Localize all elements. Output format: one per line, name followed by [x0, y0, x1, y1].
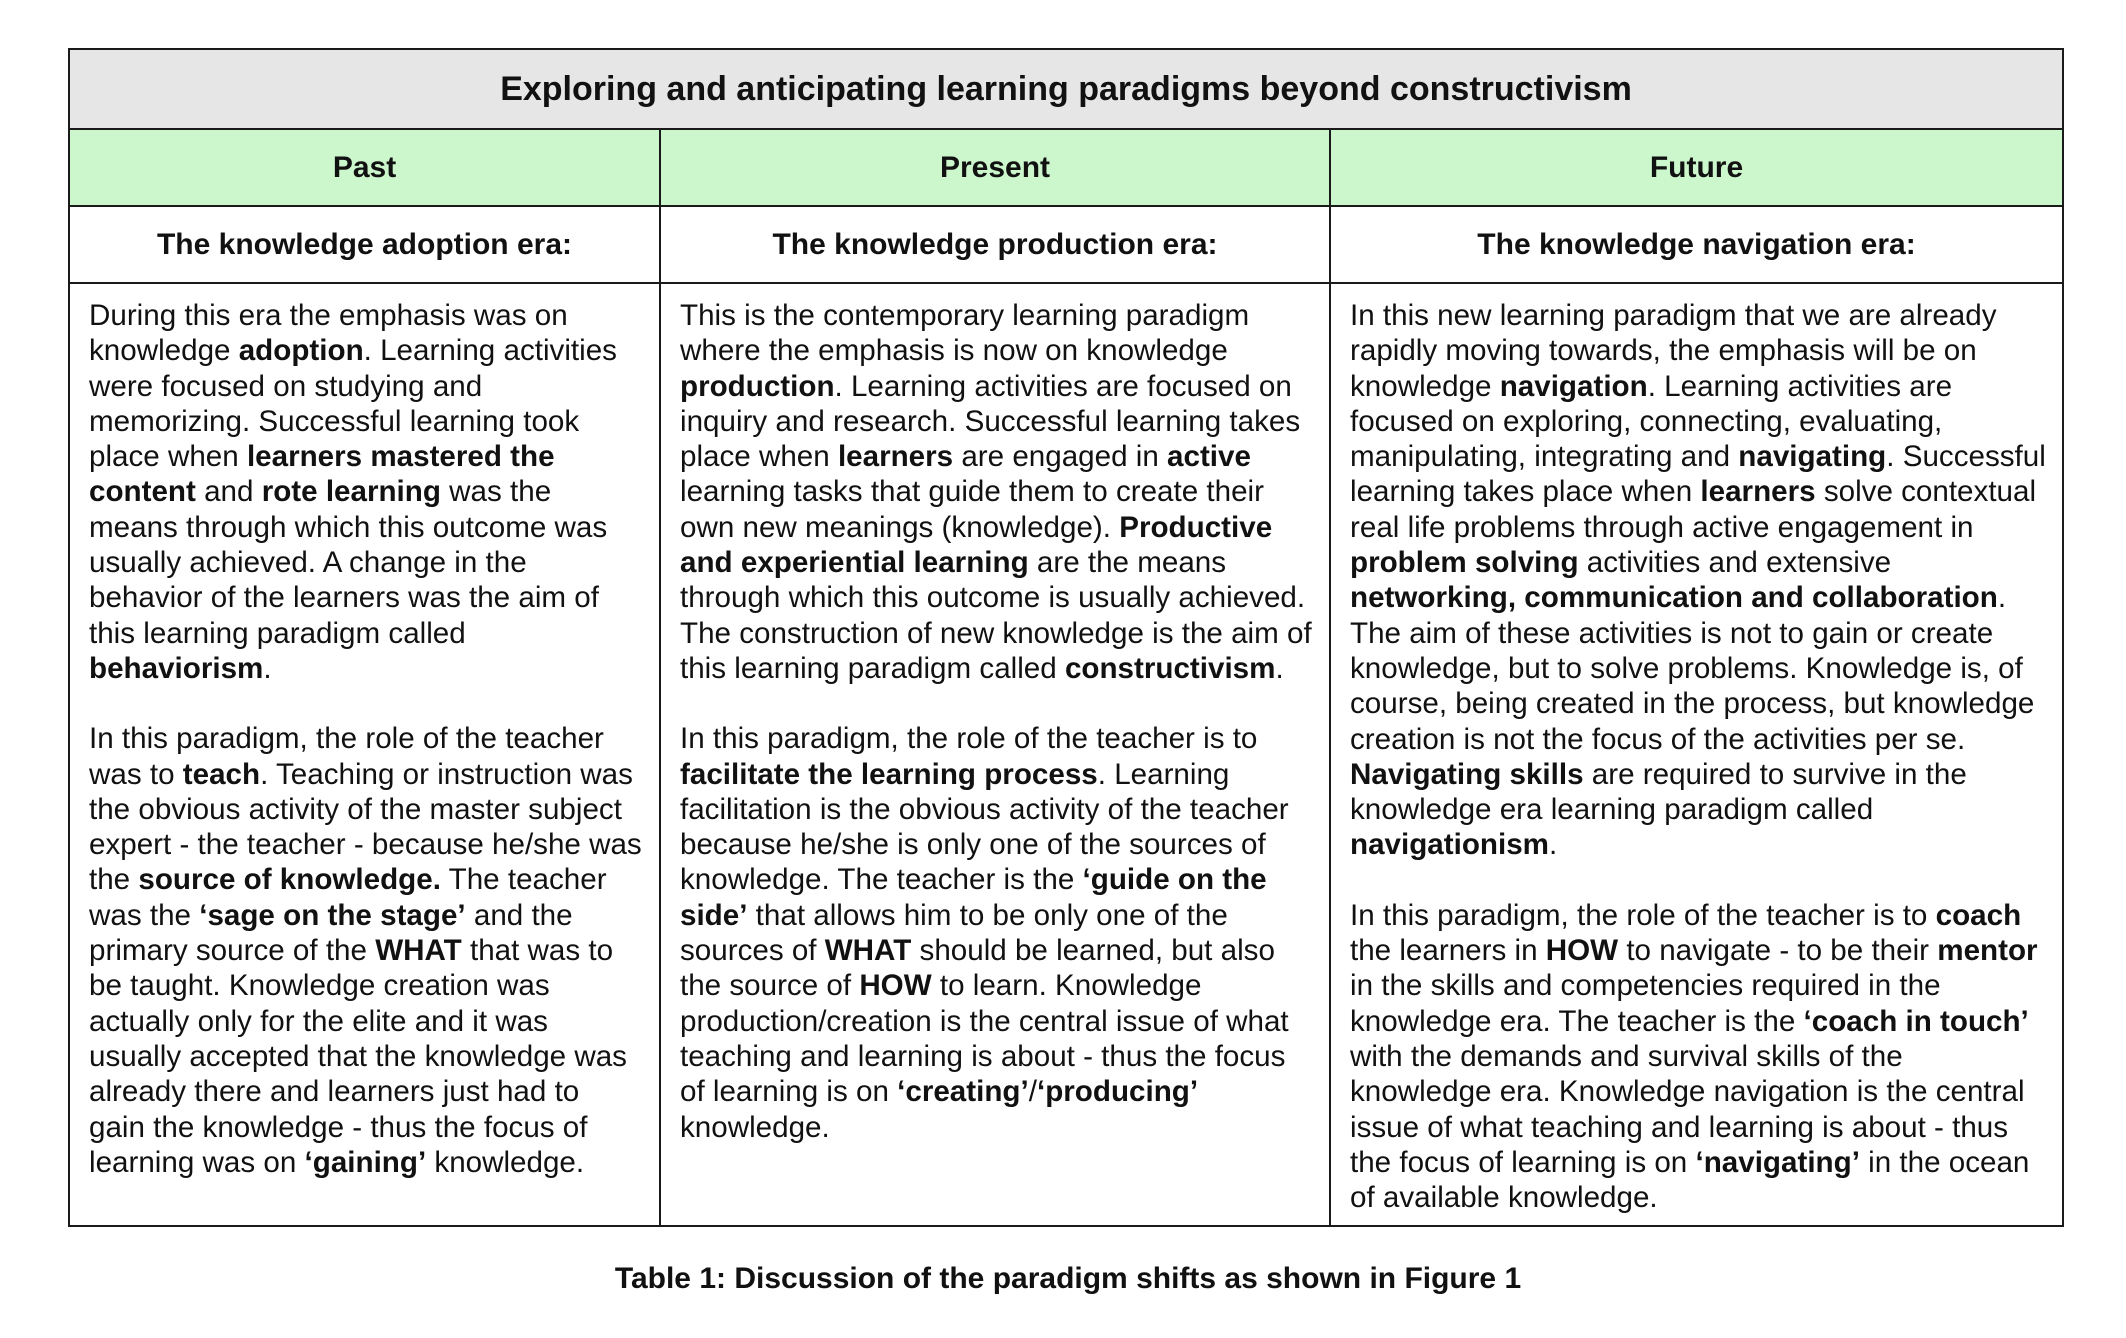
body-text: In this paradigm, the role of the teacher was to	[89, 722, 604, 791]
body-text: in the skills and competencies required in the knowledge era. The teacher is the	[1350, 969, 1941, 1038]
emphasis-text: rote learning	[261, 475, 441, 509]
body-text: .	[263, 651, 272, 685]
emphasis-text: learners mastered the content	[89, 440, 555, 509]
body-text: . Teaching or instruction was the obvious activity of the master subject expert - the teacher - because he/she was the	[89, 757, 642, 897]
body-text: and the primary source of the	[89, 898, 573, 968]
emphasis-text: networking, communication and collaboration	[1350, 581, 1998, 615]
body-text: knowledge.	[426, 1145, 585, 1179]
emphasis-text: adoption	[238, 334, 364, 368]
paradigm-table	[68, 48, 2064, 1227]
emphasis-text: source of knowledge.	[138, 863, 441, 897]
body-text: that allows him to be only one of the sources of	[680, 898, 1228, 968]
body-text: learning tasks that guide them to create their own new meanings (knowledge).	[680, 475, 1264, 544]
emphasis-text: teach	[182, 757, 261, 791]
emphasis-text: navigationism	[1350, 828, 1549, 862]
emphasis-text: learners	[1700, 475, 1816, 509]
emphasis-text: problem solving	[1350, 546, 1579, 580]
body-text: solve contextual real life problems through active engagement in	[1350, 475, 2037, 544]
emphasis-text: ‘sage on the stage’	[199, 898, 466, 932]
emphasis-text: WHAT	[375, 934, 462, 968]
body-text: are the means through which this outcome is usually achieved. The construction of new knowledge is the aim of this learning paradigm called	[680, 546, 1312, 685]
emphasis-text: ‘creating’	[897, 1075, 1029, 1109]
body-text: .	[1275, 651, 1284, 685]
emphasis-text: ‘producing’	[1036, 1075, 1199, 1109]
column-header-past: Past	[69, 129, 660, 206]
emphasis-text: Productive and experiential learning	[680, 510, 1273, 580]
emphasis-text: learners	[837, 440, 954, 474]
body-text: with the demands and survival skills of the knowledge era. Knowledge navigation is the central issue of what teaching and learning is about - thus the focus of learning is on	[1350, 1039, 2025, 1179]
body-text: In this paradigm, the role of the teacher is to	[680, 722, 1258, 756]
era-title-production: The knowledge production era:	[660, 206, 1330, 283]
description-paragraph	[680, 721, 1313, 1145]
emphasis-text: navigation	[1499, 369, 1648, 403]
body-text: and	[195, 475, 262, 509]
emphasis-text: facilitate the learning process	[680, 757, 1098, 791]
emphasis-text: Navigating skills	[1350, 757, 1584, 791]
description-paragraph	[1350, 298, 2046, 863]
emphasis-text: mentor	[1937, 934, 2038, 968]
body-text: . Successful learning takes place when	[1350, 440, 2046, 509]
body-text: /	[1028, 1075, 1037, 1109]
description-paragraph	[1350, 898, 2046, 1216]
body-text: should be learned, but also the source of	[680, 934, 1275, 1003]
body-text: .	[1548, 828, 1558, 862]
emphasis-text: production	[680, 369, 835, 403]
body-text: was the means through which this outcome was usually achieved. A change in the behavior of the learners was the aim of this learning paradigm called	[89, 475, 608, 650]
body-text: are engaged in	[953, 440, 1168, 474]
body-text: to navigate - to be their	[1618, 934, 1938, 968]
description-paragraph	[89, 298, 643, 686]
future-description	[1330, 283, 2063, 1226]
emphasis-text: ‘coach in touch’	[1803, 1004, 2029, 1038]
era-title-adoption: The knowledge adoption era:	[69, 206, 660, 283]
body-text: The teacher was the	[89, 863, 607, 932]
emphasis-text: HOW	[1545, 934, 1619, 968]
column-header-present: Present	[660, 129, 1330, 206]
body-text: in the ocean of available knowledge.	[1350, 1145, 2030, 1215]
body-text: . The aim of these activities is not to gain or create knowledge, but to solve problems. Knowledge is, of course, being created in the process, but knowledge creation is not the focus of the activities per se.	[1350, 581, 2035, 756]
body-text: This is the contemporary learning paradigm where the emphasis is now on knowledge	[680, 299, 1250, 368]
body-text: are required to survive in the knowledge era learning paradigm called	[1350, 757, 1967, 827]
body-text: . Learning activities are focused on inquiry and research. Successful learning takes place when	[680, 369, 1301, 474]
column-header-future: Future	[1330, 129, 2063, 206]
emphasis-text: WHAT	[824, 934, 912, 968]
emphasis-text: navigating	[1738, 440, 1887, 474]
body-text: . Learning activities are focused on exploring, connecting, evaluating, manipulating, integrating and	[1350, 369, 1953, 474]
emphasis-text: ‘gaining’	[304, 1145, 427, 1179]
body-text: the learners in	[1350, 934, 1546, 968]
body-text: knowledge.	[680, 1110, 830, 1144]
past-description	[69, 283, 660, 1226]
body-text: activities and extensive	[1578, 546, 1892, 580]
body-text: . Learning facilitation is the obvious activity of the teacher because he/she is only one of the sources of knowledge. The teacher is the	[680, 757, 1289, 897]
body-text: to learn. Knowledge production/creation is the central issue of what teaching and learning is about - thus the focus of learning is on	[680, 969, 1289, 1109]
era-title-navigation: The knowledge navigation era:	[1330, 206, 2063, 283]
emphasis-text: active	[1167, 440, 1251, 474]
body-text: During this era the emphasis was on knowledge	[89, 299, 568, 368]
body-text: . Learning activities were focused on studying and memorizing. Successful learning took place when	[89, 334, 617, 474]
present-description	[660, 283, 1330, 1226]
body-text: In this new learning paradigm that we are already rapidly moving towards, the emphasis will be on knowledge	[1350, 299, 1997, 403]
emphasis-text: ‘guide on the side’	[680, 863, 1267, 932]
emphasis-text: HOW	[859, 969, 932, 1003]
emphasis-text: coach	[1935, 898, 2022, 932]
description-paragraph	[89, 721, 643, 1180]
emphasis-text: ‘navigating’	[1695, 1145, 1860, 1179]
table-title: Exploring and anticipating learning paradigms beyond constructivism	[69, 49, 2063, 129]
emphasis-text: behaviorism	[89, 651, 264, 685]
table-caption: Table 1: Discussion of the paradigm shifts as shown in Figure 1	[614, 1262, 1522, 1295]
body-text: In this paradigm, the role of the teacher is to	[1350, 898, 1936, 932]
body-text: that was to be taught. Knowledge creation was actually only for the elite and it was usually accepted that the knowledge was already there and learners just had to gain the knowledge - thus the focus of learning was on	[89, 934, 627, 1179]
description-paragraph	[680, 298, 1313, 686]
emphasis-text: constructivism	[1064, 651, 1276, 685]
